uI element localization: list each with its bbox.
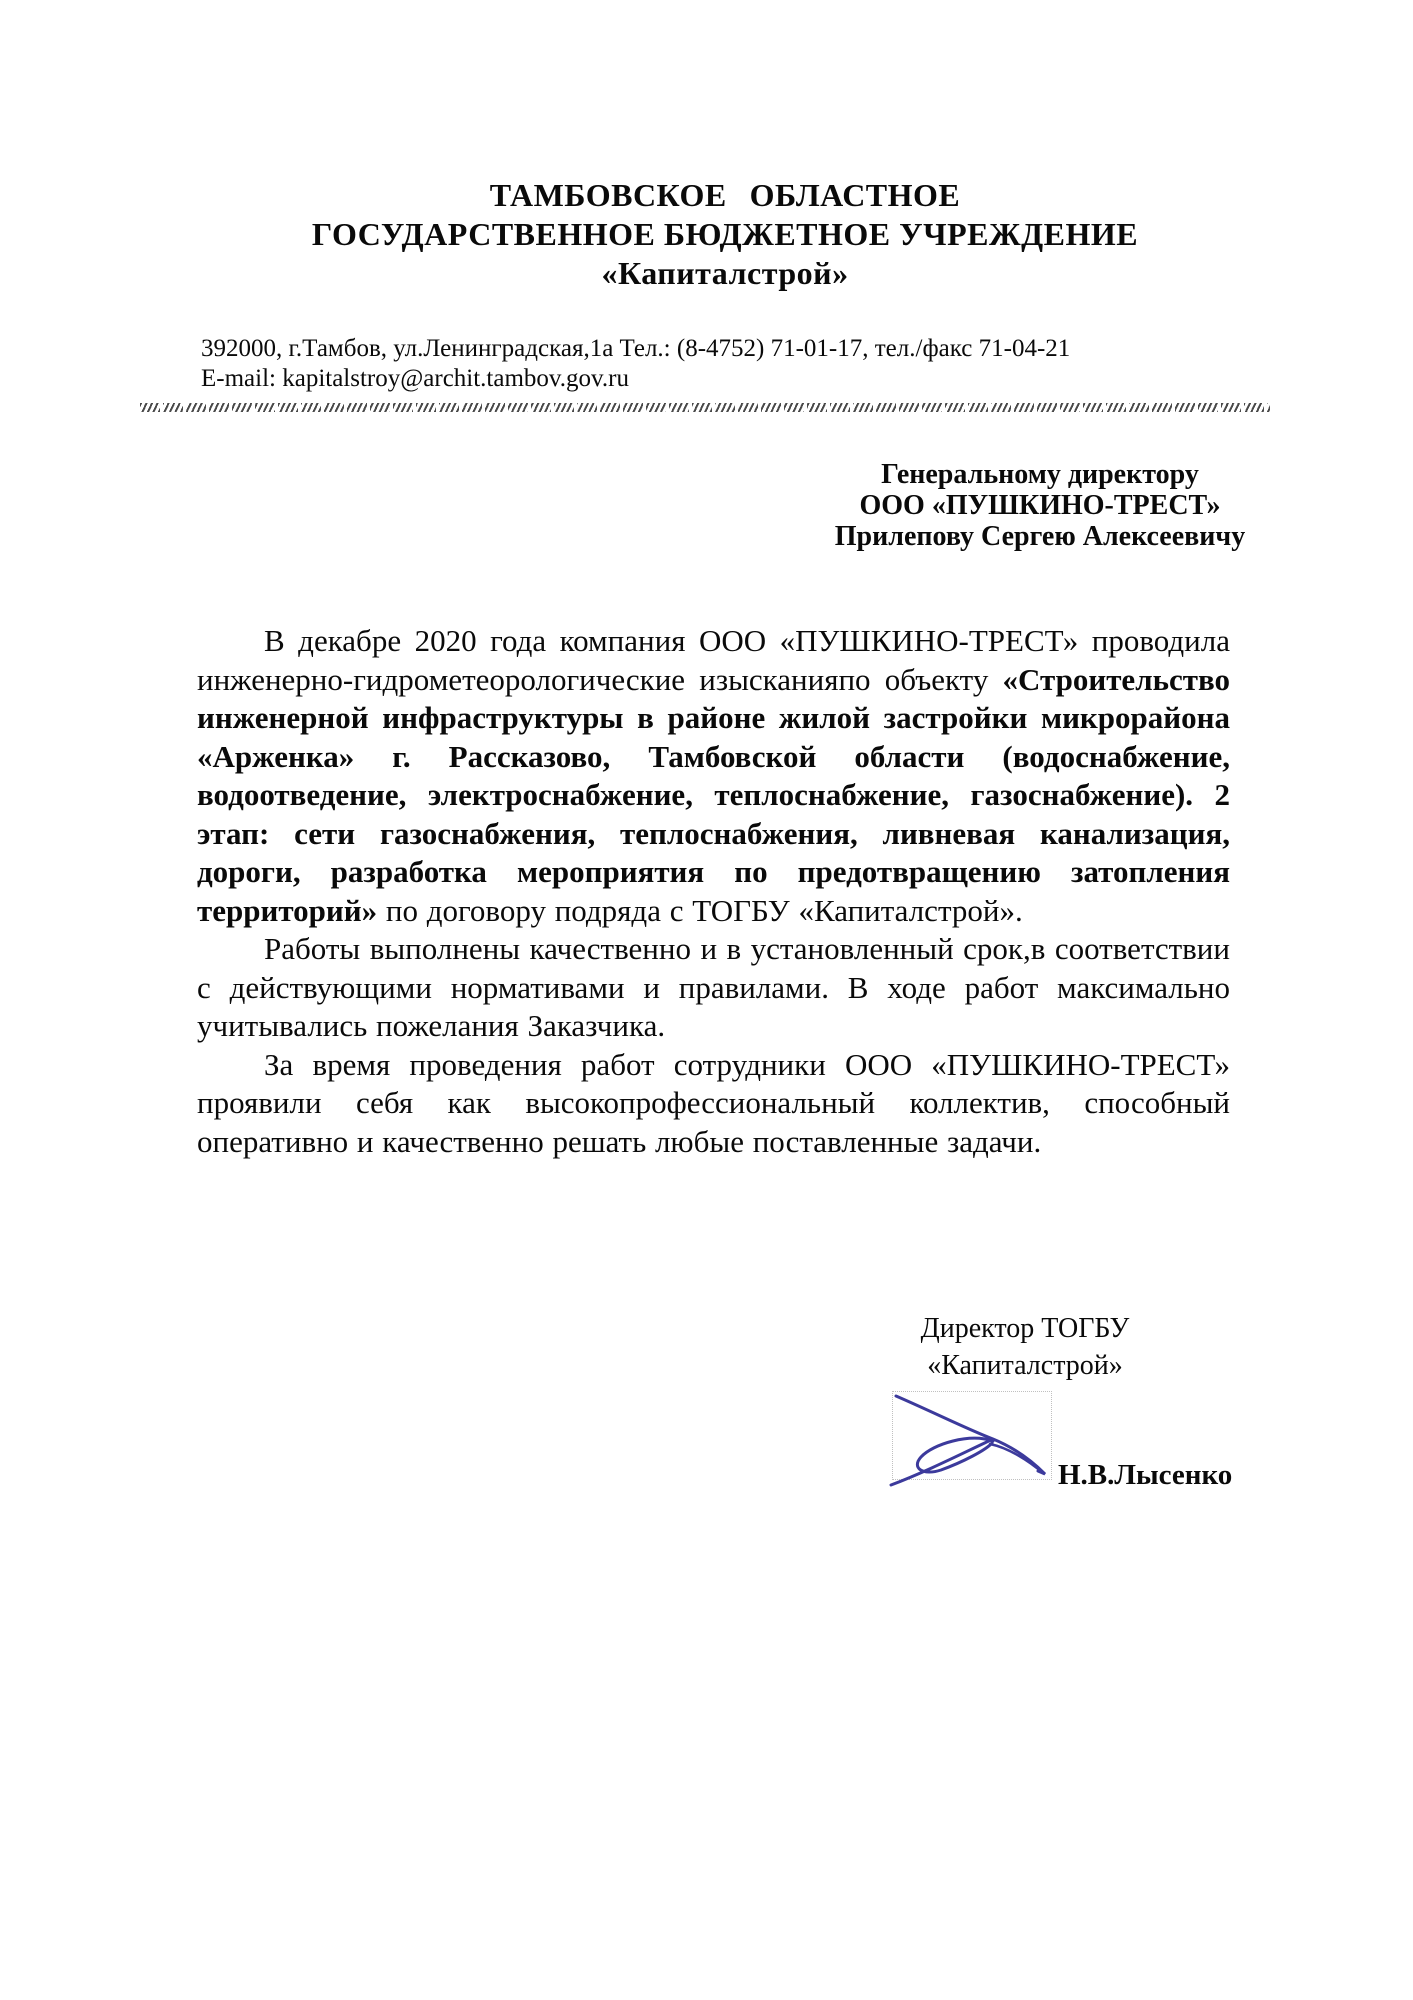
email-line: E-mail: kapitalstroy@archit.tambov.gov.ru [201, 365, 630, 392]
paragraph-1 [197, 622, 1230, 930]
paragraph-3: За время проведения работ сотрудники ООО «ПУШКИНО-ТРЕСТ» проявили себя как высокопрофессиональный коллектив, способный оперативно и качественно решать любые поставленные задачи. [197, 1046, 1230, 1159]
recipient-company: ООО «ПУШКИНО-ТРЕСТ» [859, 490, 1221, 521]
letterhead [60, 176, 1390, 293]
recipient-person: Прилепову Сергею Алексеевичу [834, 521, 1246, 552]
signature-name: Н.В.Лысенко [1058, 1459, 1233, 1491]
recipient-position: Генеральному директору [881, 459, 1199, 490]
address-line: 392000, г.Тамбов, ул.Ленинградская,1а Тел.: (8-4752) 71-01-17, тел./факс 71-04-21 [201, 335, 1071, 362]
letter-body [197, 622, 1230, 1161]
signer-position-line-1: Директор ТОГБУ [920, 1313, 1130, 1344]
contact-info [201, 334, 1301, 394]
signer-position-line-2: «Капиталстрой» [927, 1350, 1123, 1381]
org-name-line-1: ТАМБОВСКОЕ ОБЛАСТНОЕ [489, 177, 961, 213]
paragraph-2: Работы выполнены качественно и в установленный срок,в соответствии с действующими нормативами и правилами. В ходе работ максимально учитывались пожелания Заказчика. [197, 931, 1230, 1043]
recipient-block [820, 459, 1260, 552]
org-name-line-2: ГОСУДАРСТВЕННОЕ БЮДЖЕТНОЕ УЧРЕЖДЕНИЕ [311, 216, 1139, 252]
signature-image-box [892, 1391, 1052, 1480]
org-name-line-3: «Капиталстрой» [601, 255, 849, 291]
handwritten-signature-icon [893, 1392, 1051, 1479]
paragraph-1-start: В декабре 2020 года компания ООО «ПУШКИНО-ТРЕСТ» проводила инженерно-гидрометеорологические изысканияпо объекту [197, 623, 1230, 697]
hatched-divider [140, 403, 1270, 412]
paragraph-1-project-title: «Строительство инженерной инфраструктуры в районе жилой застройки микрорайона «Арженка» г. Рассказово, Тамбовской области (водоснабжение, водоотведение, электроснабжение, теплоснабжение, газоснабжение). 2 этап: сети газоснабжения, теплоснабжения, ливневая канализация, дороги, разработка мероприятия по предотвращению затопления территорий» [197, 661, 1230, 928]
paragraph-1-end: по договору подряда с ТОГБУ «Капиталстрой». [377, 892, 1023, 928]
signature-title [880, 1310, 1170, 1384]
